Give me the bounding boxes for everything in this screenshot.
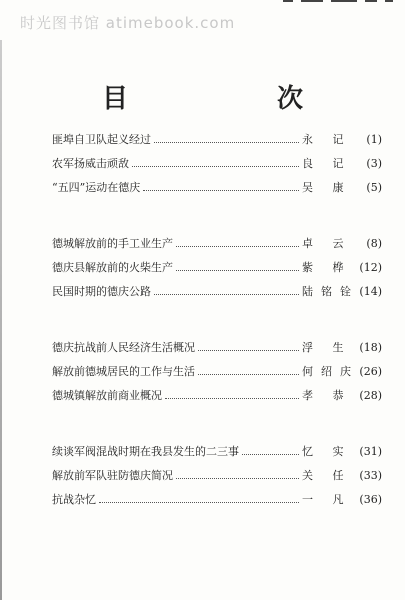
leader-dots: [132, 153, 299, 167]
leader-dots: [198, 361, 299, 375]
toc-entry: [52, 360, 382, 384]
leader-dots: [99, 489, 299, 503]
entry-title: 德庆抗战前人民经济生活概况: [52, 341, 195, 354]
leader-dots: [176, 233, 299, 247]
toc-entry: [52, 464, 382, 488]
leader-dots: [154, 129, 299, 143]
entry-title: 续谈军阀混战时期在我县发生的二三事: [52, 445, 239, 458]
entry-author: 卓 云: [302, 237, 352, 250]
entry-page: (14): [359, 285, 382, 298]
entry-author: 良 记: [302, 157, 352, 170]
entry-page: (31): [359, 445, 382, 458]
entry-title: 德庆县解放前的火柴生产: [52, 261, 173, 274]
toc-entry: [52, 176, 382, 200]
leader-dots: [143, 177, 299, 191]
entry-author: 孝 恭: [302, 389, 352, 402]
entry-title: 民国时期的德庆公路: [52, 285, 151, 298]
entry-author: 忆 实: [302, 445, 352, 458]
toc-entry: [52, 280, 382, 304]
entry-page: (1): [366, 133, 382, 146]
toc-entry: [52, 384, 382, 408]
entry-author: 永 记: [302, 133, 352, 146]
entry-title: 解放前德城居民的工作与生活: [52, 365, 195, 378]
toc-group: [52, 128, 382, 200]
entry-page: (12): [359, 261, 382, 274]
table-of-contents: [52, 128, 382, 544]
watermark: 时光图书馆 atimebook.com: [20, 14, 236, 32]
entry-page: (18): [359, 341, 382, 354]
entry-author: 陆铭铨: [302, 285, 359, 298]
entry-title: “五四”运动在德庆: [52, 181, 141, 194]
entry-author: 紫 桦: [302, 261, 352, 274]
leader-dots: [176, 257, 299, 271]
entry-title: 匪埠自卫队起义经过: [52, 133, 151, 146]
leader-dots: [154, 281, 299, 295]
top-edge-marks: [283, 0, 393, 2]
entry-author: 吴 康: [302, 181, 352, 194]
entry-author: 浮 生: [302, 341, 352, 354]
toc-entry: [52, 232, 382, 256]
toc-entry: [52, 336, 382, 360]
toc-entry: [52, 152, 382, 176]
entry-page: (26): [359, 365, 382, 378]
toc-group: [52, 232, 382, 304]
page-title: 目 次: [101, 84, 374, 114]
entry-author: 一 凡: [302, 493, 352, 506]
entry-page: (36): [359, 493, 382, 506]
entry-page: (8): [366, 237, 382, 250]
leader-dots: [176, 465, 299, 479]
page-edge: [0, 40, 2, 600]
toc-group: [52, 336, 382, 408]
entry-author: 关 任: [302, 469, 352, 482]
entry-title: 德城镇解放前商业概况: [52, 389, 162, 402]
entry-title: 解放前军队驻防德庆简况: [52, 469, 173, 482]
toc-entry: [52, 256, 382, 280]
entry-title: 德城解放前的手工业生产: [52, 237, 173, 250]
entry-page: (3): [366, 157, 382, 170]
entry-title: 抗战杂忆: [52, 493, 96, 506]
leader-dots: [198, 337, 299, 351]
toc-entry: [52, 440, 382, 464]
toc-entry: [52, 488, 382, 512]
entry-author: 何绍庆: [302, 365, 359, 378]
toc-entry: [52, 128, 382, 152]
entry-page: (5): [366, 181, 382, 194]
leader-dots: [242, 441, 299, 455]
leader-dots: [165, 385, 299, 399]
entry-page: (33): [359, 469, 382, 482]
entry-page: (28): [359, 389, 382, 402]
entry-title: 农军扬威击顽敌: [52, 157, 129, 170]
toc-group: [52, 440, 382, 512]
